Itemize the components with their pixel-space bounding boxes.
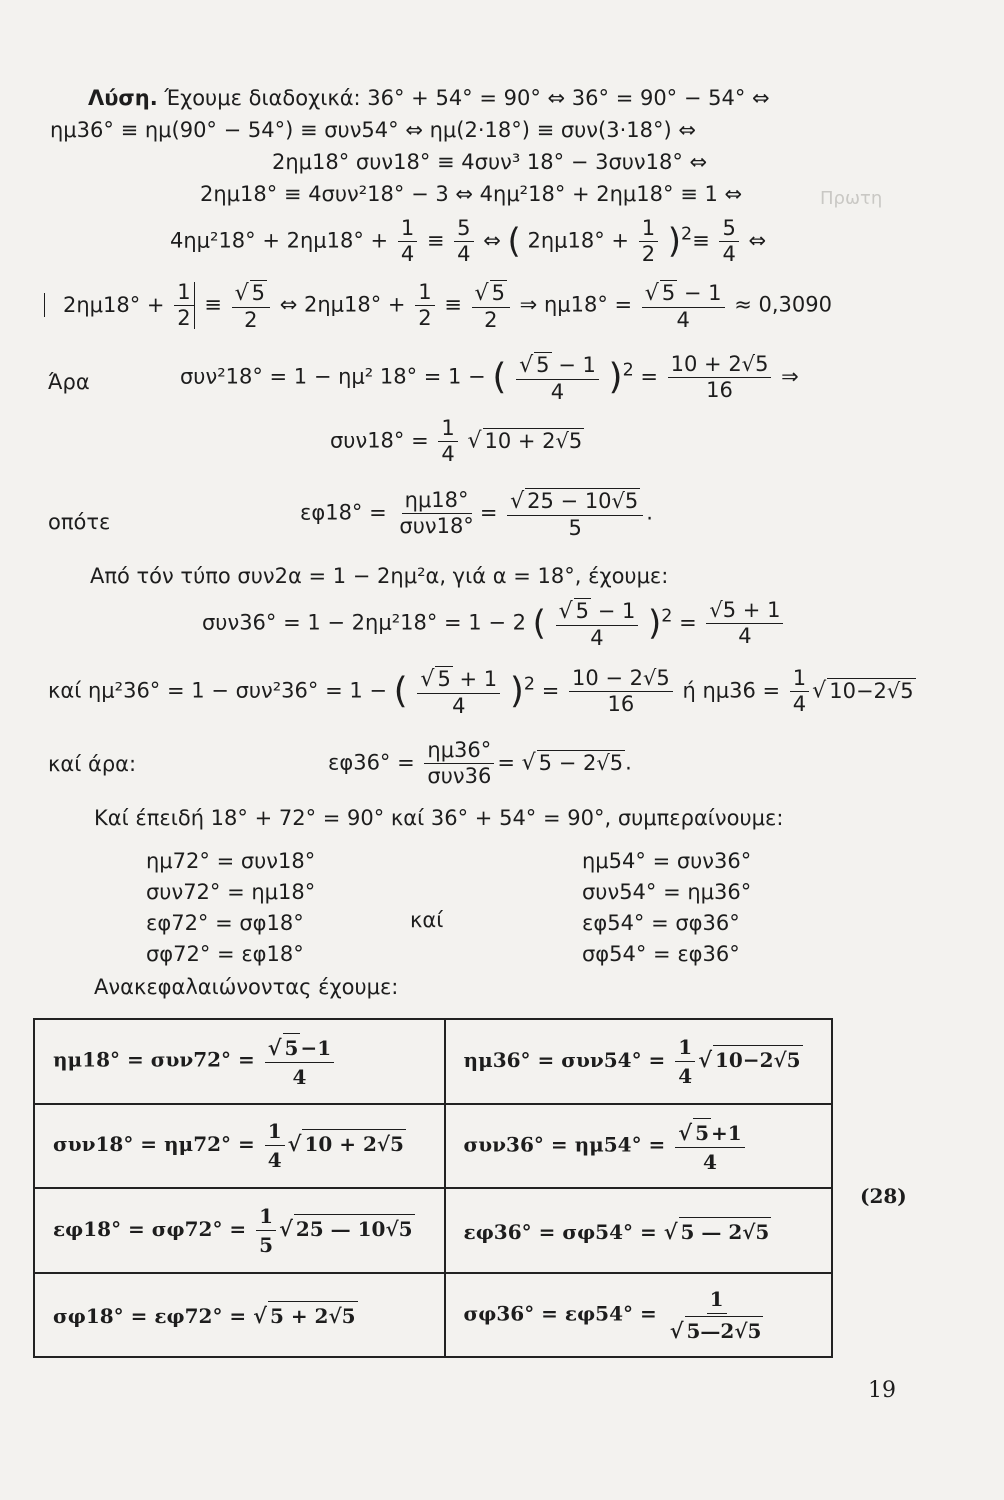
derivation-line-4: 2ημ18° ≡ 4συν²18° − 3 ⇔ 4ημ²18° + 2ημ18° ≡ 1 ⇔ [200,182,743,206]
derivation-line-5: 4ημ²18° + 2ημ18° + $\frac{1}{4}$ ≡ $\frac{5}{4}$ ⇔ ( 2ημ18° + $\frac{1}{2}$ )$^2$≡ $\frac{5}{4}$ ⇔ [170,216,767,266]
kai-ara-label: καί άρα: [48,752,137,776]
page-number: 19 [868,1378,896,1403]
fraction-one-quarter: $\frac{1}{4}$ [398,218,417,265]
kai-word: καί [410,908,444,932]
fraction-five-quarters: $\frac{5}{4}$ [454,218,473,265]
equation-number: (28) [860,1184,907,1208]
solution-intro [88,88,770,109]
derivation-line-6: 2ημ18° + $\frac{1}{2}$ ≡ $\frac{√ 5}{2}$ ⇔ 2ημ18° + $\frac{1}{2}$ ≡ $\frac{√ 5}{2}$ ⇒ ημ18° = $\frac{√ 5 - 1}{4}$ ≈ 0,3090 [44,280,832,331]
tan36-line: εφ36° = $\frac{\eta\mu 36^\circ}{\text{συν36}}$ = √ 5 − 2√5. [328,738,632,788]
sin18-decimal: ≈ 0,3090 [734,292,832,317]
summary-table [33,1018,833,1358]
table-row: συν18° = ημ72° = $\frac{1}{4}$ √ 10 + 2√5 συν36° = ημ54° = $\frac{√ 5 +1}{4}$ [34,1104,832,1189]
identities-right: ημ54° = συν36° συν54° = ημ36° εφ54° = σφ36° σφ54° = εφ36° [582,849,752,966]
ara-label: Άρα [48,370,90,394]
cos2a-intro: Από τόν τύπο συν2α = 1 − 2ημ²α, γιά α = 18°, έχουμε: [90,564,669,588]
cos36-line: συν36° = 1 − 2ημ²18° = 1 − 2 ( $\frac{√ 5 - 1}{4}$ )$^2$ = $\frac{√5 + 1}{4}$ [202,598,786,649]
sin18-value-fraction: $\frac{√ 5 - 1}{4}$ [642,280,725,331]
table-row: εφ18° = σφ72° = $\frac{1}{5}$ √ 25 — 10√5 εφ36° = σφ54° = √ 5 — 2√5 [34,1188,832,1273]
summary-label: Ανακεφαλαιώνοντας έχουμε: [94,975,399,999]
intro-text: Έχουμε διαδοχικά: 36° + 54° = 90° ⇔ 36° = 90° − 54° ⇔ [164,86,770,110]
sin36-line: καί ημ²36° = 1 − συν²36° = 1 − ( $\frac{√ 5 + 1}{4}$ )$^2$ = $\frac{10 - 2√5}{16}$ ή ημ36 = $\frac{1}{4}$ √ 10−2√5 [48,666,914,719]
table-row: ημ18° = συν72° = $\frac{√ 5 -1}{4}$ ημ36° = συν54° = $\frac{1}{4}$ √ 10−2√5 [34,1019,832,1104]
cos18-line: συν18° = $\frac{1}{4}$ √ 10 + 2√5 [330,416,583,466]
table-row: σφ18° = εφ72° = √ 5 + 2√5 σφ36° = εφ54° = $\frac{1}{√ 5—2√5}$ [34,1273,832,1358]
derivation-line-2: ημ36° ≡ ημ(90° − 54°) ≡ συν54° ⇔ ημ(2·18°) ≡ συν(3·18°) ⇔ [50,118,696,142]
cos-squared-line: συν²18° = 1 − ημ² 18° = 1 − ( $\frac{√ 5 - 1}{4}$ )$^2$ = $\frac{10 + 2√5}{16}$ ⇒ [180,352,799,405]
derivation-line-3: 2ημ18° συν18° ≡ 4συν³ 18° − 3συν18° ⇔ [272,150,708,174]
conclusion-sentence: Καί έπειδή 18° + 72° = 90° καί 36° + 54° = 90°, συμπεραίνουμε: [94,806,784,830]
identities-left: ημ72° = συν18° συν72° = ημ18° εφ72° = σφ18° σφ72° = εφ18° [146,849,316,966]
tan18-line: εφ18° = $\frac{\eta\mu 18^\circ}{\text{συν18°}}$ = $\frac{√ 25 - 10√5}{5}$ . [300,488,653,541]
solution-label: Λύση. [88,86,158,110]
hopote-label: οπότε [48,510,111,534]
bleed-through-text: Πρωτη [820,188,883,209]
